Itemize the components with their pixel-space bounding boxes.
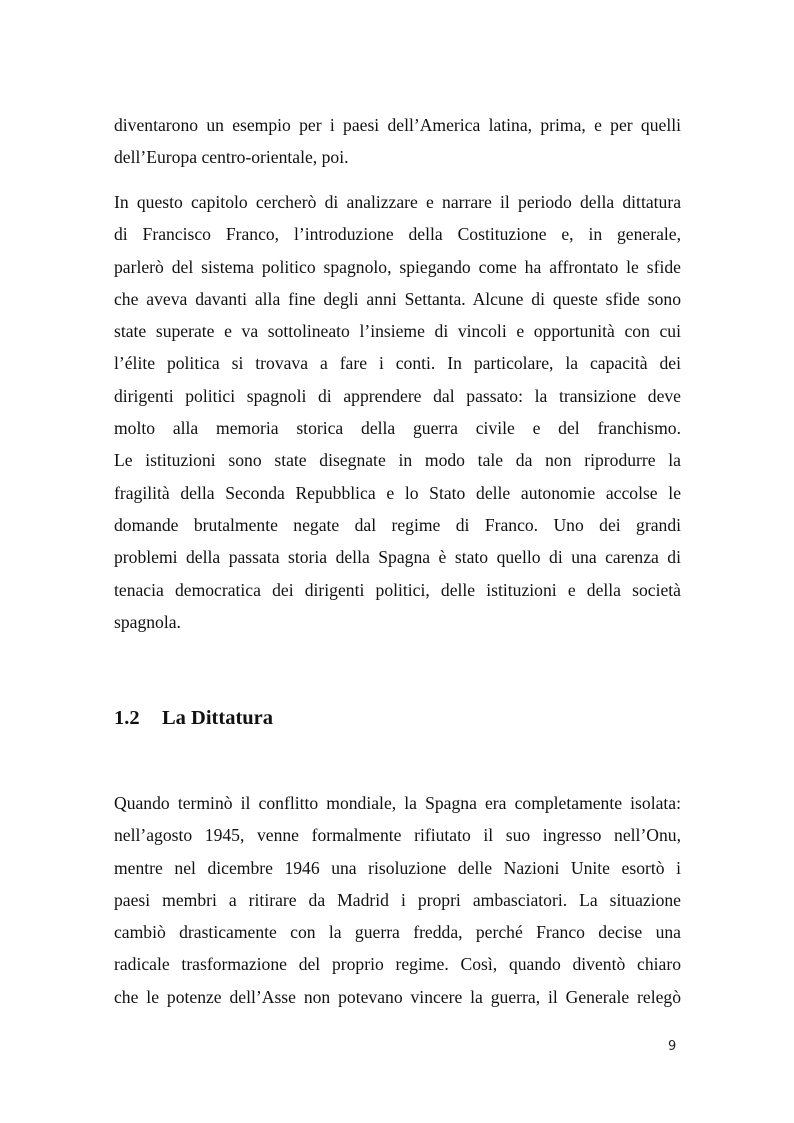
section-number: 1.2 [114, 707, 140, 729]
text-line: parlerò del sistema politico spagnolo, spiegando come ha affrontato le sfide [114, 256, 681, 277]
text-line: molto alla memoria storica della guerra civile e del franchismo. [114, 418, 681, 439]
text-line: state superate e va sottolineato l’insieme di vincoli e opportunità con cui [114, 321, 681, 342]
paragraph-section-body [114, 787, 681, 1013]
text-line: fragilità della Seconda Repubblica e lo Stato delle autonomie accolse le [114, 482, 681, 503]
page-number: 9 [668, 1039, 677, 1054]
paragraph-chapter-intro [114, 186, 681, 638]
text-line: diventarono un esempio per i paesi dell’America latina, prima, e per quelli [114, 115, 681, 135]
text-line: Quando terminò il conflitto mondiale, la Spagna era completamente isolata: [114, 793, 681, 813]
paragraph-continuation [114, 109, 681, 174]
text-line: dirigenti politici spagnoli di apprendere dal passato: la transizione deve [114, 385, 681, 406]
text-line: l’élite politica si trovava a fare i conti. In particolare, la capacità dei [114, 353, 681, 374]
text-line: In questo capitolo cercherò di analizzare e narrare il periodo della dittatura [114, 192, 681, 212]
text-line: spagnola. [114, 611, 181, 632]
text-line: che le potenze dell’Asse non potevano vincere la guerra, il Generale relegò [114, 986, 681, 1007]
section-heading [114, 703, 273, 733]
text-line: cambiò drasticamente con la guerra fredda, perché Franco decise una [114, 922, 681, 943]
text-line: domande brutalmente negate dal regime di Franco. Uno dei grandi [114, 514, 681, 535]
text-line: paesi membri a ritirare da Madrid i propri ambasciatori. La situazione [114, 889, 681, 910]
text-line: radicale trasformazione del proprio regime. Così, quando diventò chiaro [114, 954, 681, 975]
text-line: di Francisco Franco, l’introduzione della Costituzione e, in generale, [114, 224, 681, 245]
text-line: mentre nel dicembre 1946 una risoluzione delle Nazioni Unite esortò i [114, 857, 681, 878]
section-title: La Dittatura [162, 707, 274, 729]
text-line: dell’Europa centro-orientale, poi. [114, 147, 349, 168]
text-line: tenacia democratica dei dirigenti politici, delle istituzioni e della società [114, 579, 681, 600]
text-line: che aveva davanti alla fine degli anni Settanta. Alcune di queste sfide sono [114, 288, 681, 309]
text-line: Le istituzioni sono state disegnate in modo tale da non riprodurre la [114, 450, 681, 471]
text-line: nell’agosto 1945, venne formalmente rifiutato il suo ingresso nell’Onu, [114, 825, 681, 846]
text-line: problemi della passata storia della Spagna è stato quello di una carenza di [114, 547, 681, 568]
